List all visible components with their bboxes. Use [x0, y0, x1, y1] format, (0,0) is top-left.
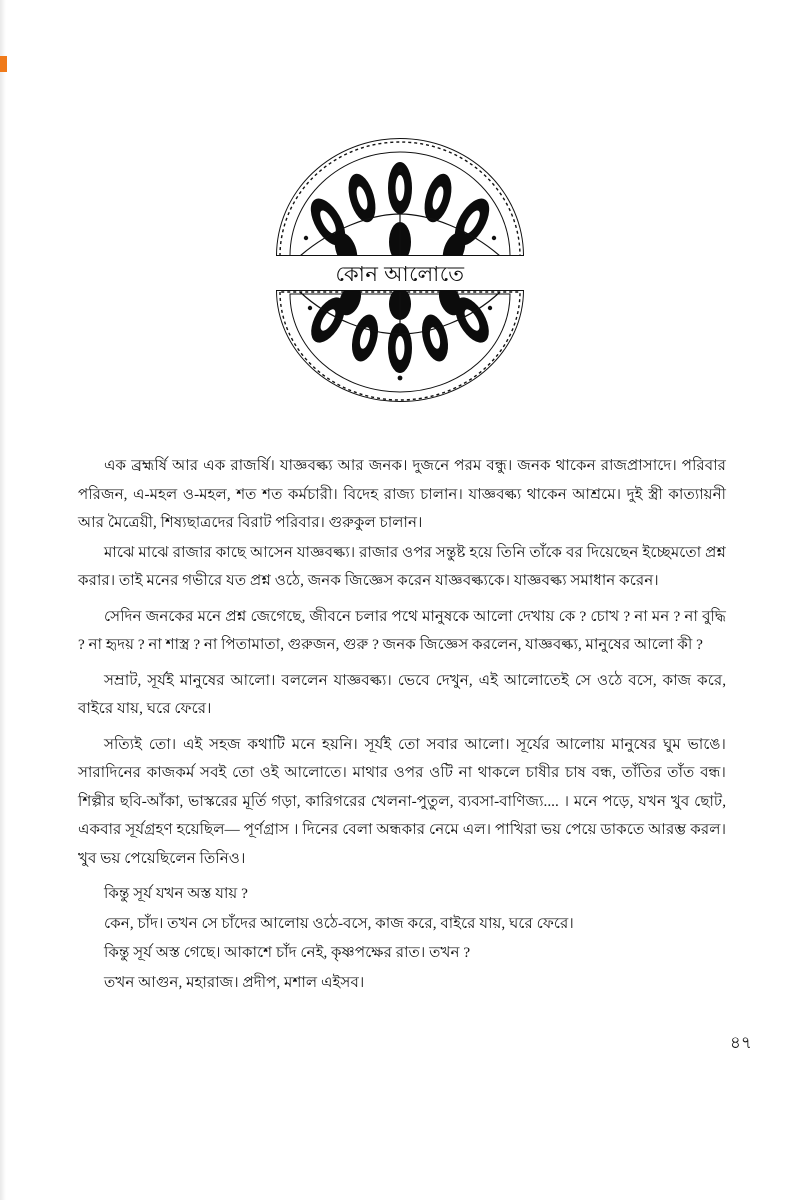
scan-color-marker [0, 56, 7, 72]
chapter-ornament-bottom [0, 286, 800, 404]
paragraph: সত্যিই তো। এই সহজ কথাটি মনে হয়নি। সূর্যই তো সবার আলো। সূর্যের আলোয় মানুষের ঘুম ভাঙে। সারাদিনের কাজকর্ম সবই তো ওই আলোতে। মাথার ওপর ওটি না থাকলে চাষীর চাষ বন্ধ, তাঁতির তাঁত বন্ধ। শিল্পীর ছবি-আঁকা, ভাস্করের মূর্তি গড়া, কারিগরের খেলনা-পুতুল, ব্যবসা-বাণিজ্য.... । মনে পড়ে, যখন খুব ছোট, একবার সূর্যগ্রহণ হয়েছিল— পূর্ণগ্রাস । দিনের বেলা অন্ধকার নেমে এল। পাখিরা ভয় পেয়ে ডাকতে আরম্ভ করল। খুব ভয় পেয়েছিলেন তিনিও। [78, 735, 726, 867]
decorative-floral-half-medallion-bottom-icon [270, 286, 530, 404]
paragraph: কিন্তু সূর্য অস্ত গেছে। আকাশে চাঁদ নেই, কৃষ্ণপক্ষের রাত। তখন ? [104, 944, 471, 961]
paragraph: সেদিন জনকের মনে প্রশ্ন জেগেছে, জীবনে চলার পথে মানুষকে আলো দেখায় কে ? চোখ ? না মন ? না বুদ্ধি ? না হৃদয় ? না শাস্ত্র ? না পিতামাতা, গুরুজন, গুরু ? জনক জিজ্ঞেস করলেন, যাজ্ঞবল্ক্য, মানুষের আলো কী ? [78, 607, 726, 653]
paragraph: কেন, চাঁদ। তখন সে চাঁদের আলোয় ওঠে-বসে, কাজ করে, বাইরে যায়, ঘরে ফেরে। [104, 914, 574, 932]
paragraph: কিন্তু সূর্য যখন অস্ত যায় ? [104, 885, 248, 902]
chapter-body [78, 452, 726, 998]
chapter-title: কোন আলোতে [335, 262, 465, 286]
page-number: ৪৭ [729, 1033, 752, 1052]
paragraph: মাঝে মাঝে রাজার কাছে আসেন যাজ্ঞবল্ক্য। রাজার ওপর সন্তুষ্ট হয়ে তিনি তাঁকে বর দিয়েছেন ইচ্ছেমতো প্রশ্ন করার। তাই মনের গভীরে যত প্রশ্ন ওঠে, জনক জিজ্ঞেস করেন যাজ্ঞবল্ক্যকে। যাজ্ঞবল্ক্য সমাধান করেন। [78, 543, 726, 589]
paragraph: সম্রাট, সূর্যই মানুষের আলো। বললেন যাজ্ঞবল্ক্য। ভেবে দেখুন, এই আলোতেই সে ওঠে বসে, কাজ করে, বাইরে যায়, ঘরে ফেরে। [78, 671, 726, 717]
paragraph: এক ব্রহ্মর্ষি আর এক রাজর্ষি। যাজ্ঞবল্ক্য আর জনক। দুজনে পরম বন্ধু। জনক থাকেন রাজপ্রাসাদে। পরিবার পরিজন, এ-মহল ও-মহল, শত শত কর্মচারী। বিদেহ রাজ্য চালান। যাজ্ঞবল্ক্য থাকেন আশ্রমে। দুই স্ত্রী কাত্যায়নী আর মৈত্রেয়ী, শিষ্যছাত্রদের বিরাট পরিবার। গুরুকুল চালান। [78, 457, 726, 531]
chapter-ornament [0, 130, 800, 260]
paragraph: তখন আগুন, মহারাজ। প্রদীপ, মশাল এইসব। [104, 973, 365, 991]
decorative-floral-half-medallion-top-icon [270, 130, 530, 260]
